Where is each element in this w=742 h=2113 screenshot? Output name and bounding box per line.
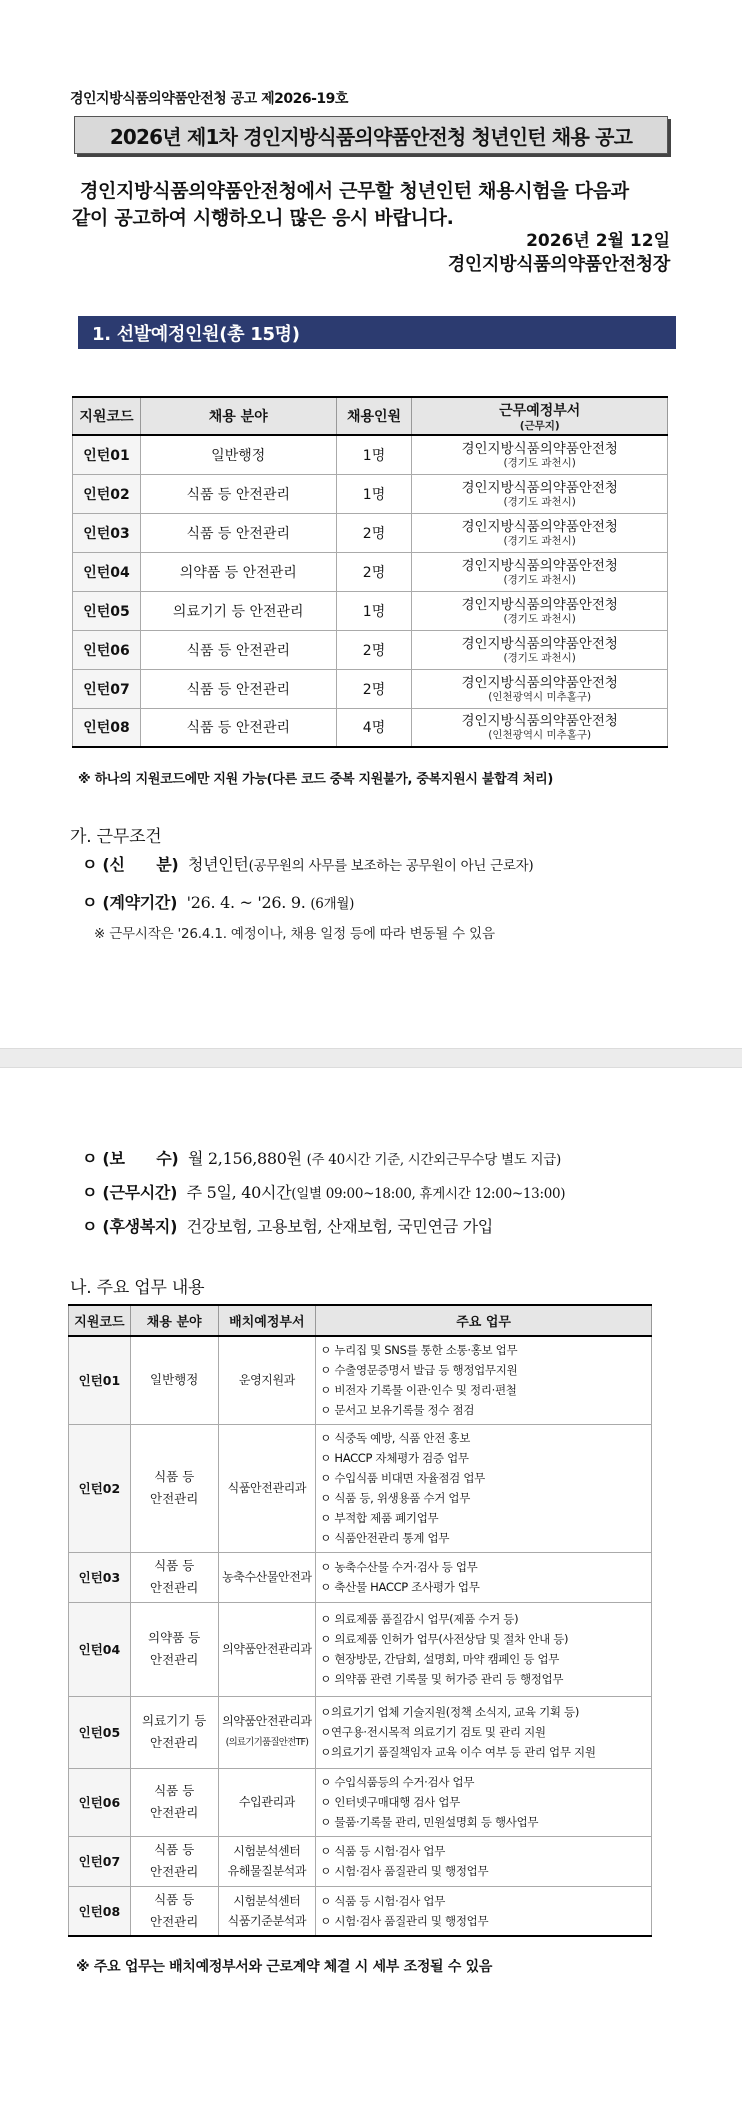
table-row (69, 1424, 652, 1552)
row-dept (218, 1424, 316, 1552)
row-count: 2명 (336, 513, 412, 552)
row-code: 인턴08 (73, 708, 141, 747)
field-line-1: 식품 등 (154, 1469, 195, 1484)
row-field (130, 1336, 218, 1424)
duty-item: ㅇ 수출영문증명서 발급 등 행정업무지원 (320, 1363, 518, 1378)
duty-item: ㅇ 의료제품 인허가 업무(사전상담 및 절차 안내 등) (320, 1632, 569, 1646)
row-count: 1명 (336, 591, 412, 630)
row-dept (218, 1836, 316, 1886)
row-code: 인턴06 (69, 1768, 131, 1836)
recruitment-table (72, 396, 668, 748)
row-dept (412, 669, 668, 708)
row-duties (316, 1552, 652, 1602)
row-field: 식품 등 안전관리 (140, 708, 336, 747)
dept-line-2: 유해물질분석과 (227, 1864, 307, 1878)
dept-line-1: 시험분석센터 (233, 1844, 301, 1858)
row-count: 2명 (336, 669, 412, 708)
document-page-2 (0, 1068, 742, 2113)
col-dept (412, 397, 668, 435)
field-line-1: 의약품 등 (148, 1630, 201, 1645)
notice-number: 경인지방식품의약품안전청 공고 제2026-19호 (70, 91, 348, 107)
condition-welfare (82, 1214, 493, 1237)
duties-adjustment-note: ※ 주요 업무는 배치예정부서와 근로계약 체결 시 세부 조정될 수 있음 (76, 1959, 493, 1975)
field-line-2: 안전관리 (150, 1864, 199, 1879)
duty-item: ㅇ 시험·검사 품질관리 및 행정업무 (320, 1864, 489, 1878)
row-field (130, 1836, 218, 1886)
row-dept (412, 591, 668, 630)
col-field: 채용 분야 (140, 397, 336, 435)
col-code: 지원코드 (69, 1305, 131, 1336)
duty-item: ㅇ 식품 등 시험·검사 업무 (320, 1844, 446, 1858)
intro-paragraph (72, 178, 678, 232)
duty-item: ㅇ 식중독 예방, 식품 안전 홍보 (320, 1431, 471, 1445)
duty-item: ㅇ 물품·기록물 관리, 민원설명회 등 행사업무 (320, 1815, 539, 1829)
duty-item: ㅇ 부적합 제품 폐기업무 (320, 1511, 439, 1525)
row-dept-loc: (경기도 과천시) (503, 456, 576, 469)
row-code: 인턴07 (73, 669, 141, 708)
row-dept-loc: (경기도 과천시) (503, 573, 576, 586)
field-line-1: 식품 등 (154, 1842, 195, 1857)
issuer: 경인지방식품의약품안전청장 (447, 254, 670, 275)
pay-label: ㅇ (보 수) (82, 1149, 179, 1168)
row-dept-name: 경인지방식품의약품안전청 (461, 518, 618, 535)
col-field: 채용 분야 (130, 1305, 218, 1336)
row-code: 인턴03 (73, 513, 141, 552)
table-row (73, 435, 668, 474)
duty-item: ㅇ 축산물 HACCP 조사평가 업무 (320, 1580, 480, 1594)
status-value: 청년인턴 (187, 855, 249, 874)
row-code: 인턴05 (69, 1696, 131, 1768)
row-duties (316, 1424, 652, 1552)
row-code: 인턴06 (73, 630, 141, 669)
table-row (73, 591, 668, 630)
document-page-1 (0, 0, 742, 1048)
row-field (130, 1424, 218, 1552)
row-dept (218, 1602, 316, 1696)
table-row (69, 1552, 652, 1602)
dept-line-1: 시험분석센터 (233, 1893, 301, 1908)
row-duties (316, 1768, 652, 1836)
duty-item: ㅇ 현장방문, 간담회, 설명회, 마약 캠페인 등 업무 (320, 1652, 560, 1666)
start-date-note: ※ 근무시작은 '26.4.1. 예정이나, 채용 일정 등에 따라 변동될 수 있음 (94, 926, 495, 942)
row-dept-loc: (경기도 과천시) (503, 495, 576, 508)
row-dept (412, 435, 668, 474)
row-dept-name: 경인지방식품의약품안전청 (461, 596, 618, 613)
dept-line-1: 수입관리과 (238, 1795, 295, 1809)
duty-item: ㅇ HACCP 자체평가 검증 업무 (320, 1451, 469, 1465)
section-ga-heading: 가. 근무조건 (70, 827, 162, 847)
intro-line-2: 같이 공고하여 시행하오니 많은 응시 바랍니다. (72, 207, 454, 229)
condition-contract (82, 890, 354, 913)
duty-item: ㅇ 식품 등, 위생용품 수거 업무 (320, 1491, 471, 1505)
duty-item: ㅇ 인터넷구매대행 검사 업무 (320, 1795, 460, 1809)
intro-line-1: 경인지방식품의약품안전청에서 근무할 청년인턴 채용시험을 다음과 (80, 180, 629, 202)
row-dept (218, 1552, 316, 1602)
row-dept-name: 경인지방식품의약품안전청 (461, 557, 618, 574)
col-count: 채용인원 (336, 397, 412, 435)
row-dept-loc: (인천광역시 미추홀구) (488, 729, 592, 742)
row-code: 인턴02 (69, 1424, 131, 1552)
hours-value: 주 5일, 40시간 (186, 1183, 292, 1202)
row-field (130, 1552, 218, 1602)
duty-item: ㅇ 농축수산물 수거·검사 등 업무 (320, 1560, 478, 1574)
field-line-2: 안전관리 (150, 1580, 199, 1595)
condition-hours (82, 1180, 565, 1203)
row-dept-name: 경인지방식품의약품안전청 (461, 674, 618, 691)
col-dept-label: 근무예정부서 (499, 403, 581, 419)
welfare-label: ㅇ (후생복지) (82, 1217, 178, 1236)
row-code: 인턴01 (69, 1336, 131, 1424)
row-field: 일반행정 (140, 435, 336, 474)
row-duties (316, 1886, 652, 1936)
table-row (73, 474, 668, 513)
row-field (130, 1768, 218, 1836)
row-count: 1명 (336, 474, 412, 513)
hours-note: (일별 09:00~18:00, 휴게시간 12:00~13:00) (291, 1186, 566, 1202)
field-line-2: 안전관리 (150, 1735, 199, 1750)
row-dept (412, 630, 668, 669)
table-row (69, 1696, 652, 1768)
section-na-heading: 나. 주요 업무 내용 (70, 1278, 205, 1298)
row-dept-name: 경인지방식품의약품안전청 (461, 440, 618, 457)
col-code: 지원코드 (73, 397, 141, 435)
pay-note: (주 40시간 기준, 시간외근무수당 별도 지급) (306, 1152, 561, 1168)
row-count: 1명 (336, 435, 412, 474)
row-field: 식품 등 안전관리 (140, 669, 336, 708)
contract-label: ㅇ (계약기간) (82, 893, 178, 912)
table-row (73, 630, 668, 669)
field-line-1: 식품 등 (154, 1558, 195, 1573)
field-line-1: 식품 등 (154, 1891, 195, 1907)
row-duties (316, 1336, 652, 1424)
dept-line-1: 식품안전관리과 (227, 1481, 307, 1495)
duty-item: ㅇ의료기기 품질책임자 교육 이수 여부 등 관리 업무 지원 (320, 1745, 596, 1759)
row-dept (412, 708, 668, 747)
page-separator (0, 1048, 742, 1068)
condition-pay (82, 1146, 561, 1169)
row-duties (316, 1696, 652, 1768)
table-row (69, 1886, 652, 1936)
row-dept-loc: (인천광역시 미추홀구) (488, 690, 592, 703)
field-line-1: 의료기기 등 (142, 1713, 207, 1728)
field-line-1: 식품 등 (154, 1783, 195, 1798)
contract-note: (6개월) (310, 896, 355, 912)
row-count: 2명 (336, 552, 412, 591)
page-title (74, 116, 668, 154)
row-field (130, 1696, 218, 1768)
duty-item: ㅇ 식품안전관리 통계 업무 (320, 1531, 450, 1545)
duty-item: ㅇ 수입식품등의 수거·검사 업무 (320, 1775, 475, 1789)
row-dept-name: 경인지방식품의약품안전청 (461, 713, 618, 730)
title-text: 2026년 제1차 경인지방식품의약품안전청 청년인턴 채용 공고 (109, 124, 633, 149)
table-row (69, 1336, 652, 1424)
hours-label: ㅇ (근무시간) (82, 1183, 178, 1202)
row-count: 2명 (336, 630, 412, 669)
row-field (130, 1602, 218, 1696)
field-line-2: 안전관리 (150, 1913, 199, 1929)
duty-item: ㅇ 누리집 및 SNS를 통한 소통·홍보 업무 (320, 1343, 518, 1358)
field-line-2: 안전관리 (150, 1652, 199, 1667)
table-row (73, 708, 668, 747)
duty-item: ㅇ연구용·전시목적 의료기기 검토 및 관리 지원 (320, 1725, 546, 1739)
row-dept-loc: (경기도 과천시) (503, 612, 576, 625)
row-dept (218, 1336, 316, 1424)
col-dept-sub: (근무지) (519, 420, 560, 432)
table-row (69, 1836, 652, 1886)
status-note: (공무원의 사무를 보조하는 공무원이 아닌 근로자) (248, 858, 534, 874)
row-code: 인턴01 (73, 435, 141, 474)
table-row (69, 1602, 652, 1696)
field-line-2: 안전관리 (150, 1491, 199, 1506)
duties-table (68, 1304, 652, 1937)
row-dept-name: 경인지방식품의약품안전청 (461, 635, 618, 652)
duty-item: ㅇ 수입식품 비대면 자율점검 업무 (320, 1471, 485, 1485)
col-duties: 주요 업무 (316, 1305, 652, 1336)
row-field: 의약품 등 안전관리 (140, 552, 336, 591)
row-duties (316, 1602, 652, 1696)
contract-value: '26. 4. ~ '26. 9. (186, 893, 306, 912)
duty-item: ㅇ 의료제품 품질감시 업무(제품 수거 등) (320, 1612, 519, 1626)
row-code: 인턴05 (73, 591, 141, 630)
row-field (130, 1886, 218, 1936)
duty-item: ㅇ 시험·검사 품질관리 및 행정업무 (320, 1913, 489, 1928)
duty-item: ㅇ 의약품 관련 기록물 및 허가증 관리 등 행정업무 (320, 1672, 564, 1686)
table-row (73, 513, 668, 552)
table-row (73, 552, 668, 591)
section-1-header: 1. 선발예정인원(총 15명) (78, 316, 676, 349)
row-dept-loc: (경기도 과천시) (503, 651, 576, 664)
row-dept (218, 1696, 316, 1768)
field-line-1: 일반행정 (150, 1372, 199, 1388)
row-count: 4명 (336, 708, 412, 747)
row-duties (316, 1836, 652, 1886)
duty-item: ㅇ 문서고 보유기록물 정수 점검 (320, 1403, 475, 1418)
col-dept: 배치예정부서 (218, 1305, 316, 1336)
condition-status (82, 852, 533, 875)
row-code: 인턴08 (69, 1886, 131, 1936)
row-dept (218, 1886, 316, 1936)
table-row (73, 669, 668, 708)
duty-item: ㅇ 식품 등 시험·검사 업무 (320, 1893, 446, 1908)
duty-item: ㅇ의료기기 업체 기술지원(정책 소식지, 교육 기획 등) (320, 1705, 580, 1719)
pay-value: 월 2,156,880원 (187, 1149, 302, 1168)
row-code: 인턴03 (69, 1552, 131, 1602)
dept-line-1: 의약품안전관리과 (222, 1642, 312, 1656)
dept-line-1: 농축수산물안전과 (222, 1570, 312, 1584)
dept-line-1: 의약품안전관리과 (222, 1714, 312, 1728)
row-dept-loc: (경기도 과천시) (503, 534, 576, 547)
row-field: 식품 등 안전관리 (140, 513, 336, 552)
row-field: 식품 등 안전관리 (140, 630, 336, 669)
welfare-value: 건강보험, 고용보험, 산재보험, 국민연금 가입 (186, 1217, 493, 1236)
row-field: 의료기기 등 안전관리 (140, 591, 336, 630)
row-code: 인턴07 (69, 1836, 131, 1886)
table-header-row (73, 397, 668, 435)
row-code: 인턴02 (73, 474, 141, 513)
dept-line-1: 운영지원과 (238, 1373, 295, 1388)
row-code: 인턴04 (69, 1602, 131, 1696)
duplicate-application-note: ※ 하나의 지원코드에만 지원 가능(다른 코드 중복 지원불가, 중복지원시 불합격 처리) (78, 772, 554, 787)
status-label: ㅇ (신 분) (82, 855, 179, 874)
dept-line-2: (의료기기품질안전TF) (225, 1737, 309, 1748)
row-dept (412, 474, 668, 513)
duty-item: ㅇ 비전자 기록물 이관·인수 및 정리·편철 (320, 1383, 517, 1398)
field-line-2: 안전관리 (150, 1805, 199, 1820)
row-dept (412, 513, 668, 552)
row-field: 식품 등 안전관리 (140, 474, 336, 513)
notice-date: 2026년 2월 12일 (526, 231, 670, 251)
row-code: 인턴04 (73, 552, 141, 591)
row-dept (412, 552, 668, 591)
row-dept (218, 1768, 316, 1836)
row-dept-name: 경인지방식품의약품안전청 (461, 479, 618, 496)
dept-line-2: 식품기준분석과 (227, 1913, 307, 1928)
table-row (69, 1768, 652, 1836)
table-header-row (69, 1305, 652, 1336)
